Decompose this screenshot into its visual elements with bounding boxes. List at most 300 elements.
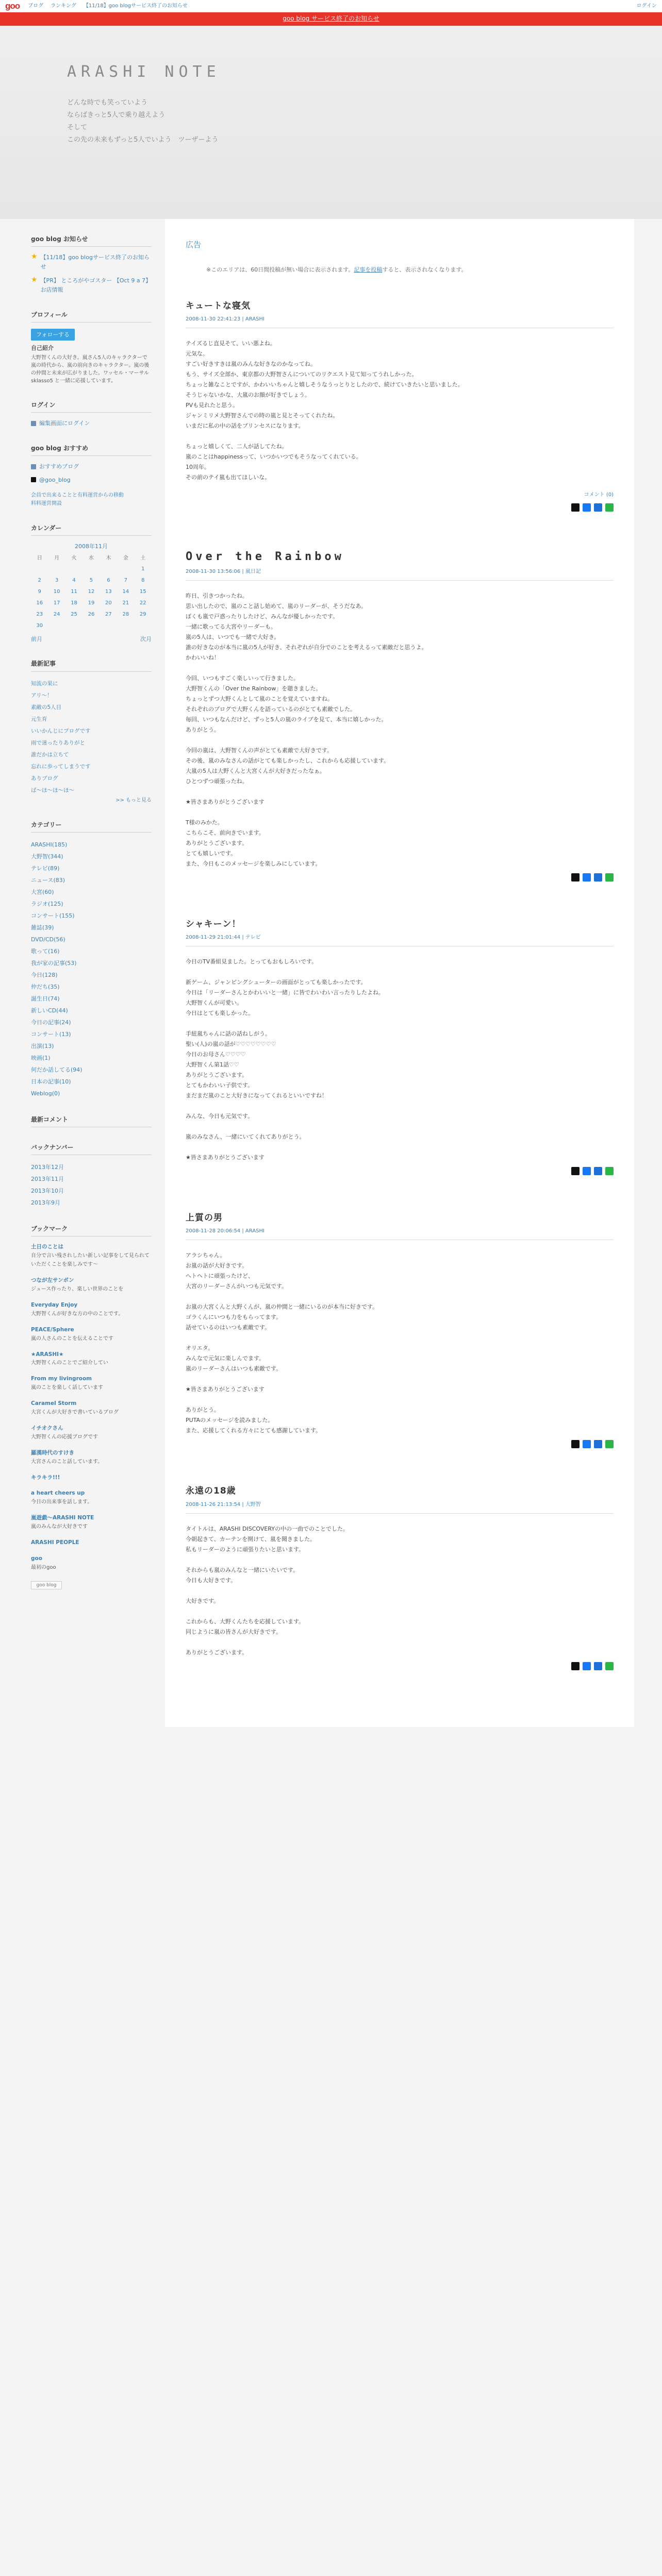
entry-line: みんな、今日も元気です。	[186, 1113, 254, 1120]
comments-section	[31, 1113, 152, 1127]
calendar-day	[82, 564, 100, 575]
recent-entry-link[interactable]: 雨で迷ったりありがと	[31, 739, 85, 746]
category-link[interactable]: 歌って(16)	[31, 947, 60, 955]
category-link[interactable]: 新しいCD(44)	[31, 1007, 68, 1014]
calendar-day[interactable]: 27	[105, 611, 112, 617]
calendar-day	[135, 620, 152, 632]
bookmark-item	[31, 1276, 152, 1294]
paragraph-gap	[186, 1142, 614, 1153]
entry-line: お嵐の大宮くんと大野くんが、嵐の仲間と一緒にいるのが本当に好きです。	[186, 1303, 378, 1311]
entry-title[interactable]: キュートな寝気	[186, 300, 251, 311]
bookmark-link[interactable]: PEACE/Sphere	[31, 1326, 74, 1333]
paragraph-gap	[186, 1333, 614, 1343]
bookmark-item	[31, 1399, 152, 1417]
bookmark-item	[31, 1301, 152, 1318]
entry-line: ありがとう。	[186, 726, 220, 733]
entry-meta[interactable]: 2008-11-30 13:56:06 | 嵐日記	[186, 568, 614, 581]
recent-entry-link[interactable]: 誰だかは立ちて	[31, 751, 69, 758]
calendar-day[interactable]: 28	[122, 611, 129, 617]
entry-line: まだまだ嵐のこと大好きになってくれるといいですね！	[186, 1092, 327, 1099]
paragraph-gap	[186, 1292, 614, 1302]
more-link[interactable]: >> もっと見る	[115, 797, 152, 803]
category-link[interactable]: 大野智(344)	[31, 853, 63, 860]
entry-line: PVも見れたと思う。	[186, 401, 239, 409]
entry-line: 大野智くんの「Over the Rainbow」を聴きました。	[186, 685, 322, 692]
entry-line: 一緒に歌ってる大宮やリーダーも。	[186, 623, 276, 630]
facebook-share-icon[interactable]	[583, 1440, 591, 1448]
login-link[interactable]: ログイン	[636, 3, 657, 9]
blog-icon	[31, 464, 36, 469]
facebook-share-icon[interactable]	[583, 873, 591, 882]
category-link[interactable]: 仲だち(35)	[31, 983, 60, 990]
content-wrap	[0, 219, 662, 1727]
calendar-day[interactable]: 7	[124, 577, 127, 583]
calendar-day[interactable]: 25	[71, 611, 77, 617]
paragraph-gap	[186, 1122, 614, 1132]
backnumber-section	[31, 1141, 152, 1209]
paragraph-gap	[186, 1374, 614, 1384]
line-share-icon[interactable]	[605, 1662, 614, 1670]
calendar-day[interactable]: 29	[139, 611, 146, 617]
bookmark-desc: 今日の出来事を話します。	[31, 1499, 93, 1505]
hatena-share-icon[interactable]	[594, 1167, 602, 1175]
calendar-day	[100, 620, 117, 632]
calendar-day[interactable]: 12	[88, 588, 95, 595]
entry-line: 大好きです。	[186, 1597, 220, 1604]
calendar-day[interactable]: 9	[38, 588, 41, 595]
calendar-day	[117, 620, 134, 632]
category-link[interactable]: ニュース(83)	[31, 876, 65, 884]
paragraph-gap	[186, 1637, 614, 1648]
section-title: プロフィール	[31, 308, 152, 323]
paragraph-gap	[186, 735, 614, 745]
calendar-day[interactable]: 23	[36, 611, 43, 617]
star-icon: ★	[31, 276, 38, 284]
calendar-day[interactable]: 17	[53, 600, 60, 606]
bookmark-item	[31, 1449, 152, 1466]
entry-line: ジャンミリメ大野智さんでの時の嵐と見とそってくれたね。	[186, 412, 339, 419]
bookmark-item	[31, 1375, 152, 1392]
share-buttons	[186, 1167, 614, 1175]
recommend-extra-link[interactable]: 会員で出来ることと有料運営からの移動	[31, 493, 124, 499]
recent-entry-link[interactable]: 素敵の5人目	[31, 704, 62, 710]
bookmark-section	[31, 1222, 152, 1589]
recent-entry-link[interactable]: 元生育	[31, 716, 47, 722]
bookmark-item	[31, 1326, 152, 1343]
calendar-weekday: 日	[37, 555, 42, 561]
recent-section	[31, 657, 152, 804]
paragraph-gap	[186, 663, 614, 673]
entry-line: 大野智くん第1話♡♡	[186, 1061, 239, 1069]
calendar-day[interactable]: 4	[72, 577, 76, 583]
comment-link[interactable]: コメント (0)	[584, 492, 614, 498]
bookmark-item	[31, 1554, 152, 1572]
entry-line: こちらこそ、前向きでいます。	[186, 829, 264, 836]
entry-line: 大野智くんが可愛い。	[186, 999, 242, 1007]
entry-line: お嵐の話が大好きです。	[186, 1262, 248, 1269]
category-link[interactable]: ARASHI(185)	[31, 841, 68, 848]
blog-entry	[186, 918, 614, 1175]
entry-line: PUTAのメッセージを読みました。	[186, 1417, 274, 1424]
x-share-icon[interactable]	[571, 1167, 580, 1175]
edit-icon	[31, 421, 36, 426]
category-link[interactable]: コンサート(155)	[31, 912, 75, 919]
entry-body	[186, 591, 614, 869]
category-link[interactable]: 出演(13)	[31, 1042, 54, 1049]
calendar-week	[31, 598, 152, 609]
entry-line: ★皆さまありがとうございます	[186, 1154, 264, 1161]
paragraph-gap	[186, 1019, 614, 1029]
calendar-week	[31, 575, 152, 586]
admin-login-link[interactable]: 編集画面にログイン	[39, 420, 90, 427]
entry-line: 新ゲーム、ジャンピングシューターの画面がとっても楽しかったです。	[186, 979, 367, 986]
entry-line: 嵐の5人は、いつでも一緒で大好き。	[186, 633, 280, 640]
calendar-day[interactable]: 19	[88, 600, 95, 606]
section-title: goo blog お知らせ	[31, 232, 152, 247]
calendar-day[interactable]: 8	[141, 577, 145, 583]
calendar-weekday: 火	[71, 555, 77, 561]
calendar-weekday: 金	[123, 555, 128, 561]
bookmark-item	[31, 1514, 152, 1531]
x-share-icon[interactable]	[571, 1440, 580, 1448]
line-share-icon[interactable]	[605, 503, 614, 512]
entry-line: 今日は「リーダーさんとかわいいと一緒」に皆でわいわい言ったりしたよね。	[186, 989, 384, 996]
entry-line: アラシちゃん。	[186, 1252, 226, 1259]
calendar-week	[31, 609, 152, 620]
bookmark-desc: 嵐のみんなが大好きです	[31, 1523, 88, 1530]
bookmark-desc: 大宮さんのこと話しています。	[31, 1459, 103, 1465]
entry-line: その前のテイ嵐も出てほしいな。	[186, 473, 271, 481]
entry-line: 話せているのはいつも素敵です。	[186, 1324, 271, 1331]
facebook-share-icon[interactable]	[583, 1662, 591, 1670]
calendar-day[interactable]: 10	[53, 588, 60, 595]
paragraph-gap	[186, 1606, 614, 1617]
entry-line: 手紐嵐ちゃんに話の話ねしがう。	[186, 1030, 271, 1038]
profile-name: 自己紹介	[31, 345, 54, 352]
paragraph-gap	[186, 1395, 614, 1405]
paragraph-gap	[186, 1555, 614, 1565]
calendar-day	[65, 620, 82, 632]
calendar-day	[117, 564, 134, 575]
category-link[interactable]: 何だか話してる(94)	[31, 1066, 82, 1073]
bookmark-desc: 嵐の人さんのことを伝えることです	[31, 1335, 113, 1342]
entry-title[interactable]: 永遠の18歳	[186, 1486, 236, 1497]
section-title: goo blog おすすめ	[31, 442, 152, 456]
share-buttons	[186, 1662, 614, 1670]
recommend-link[interactable]: @goo_blog	[39, 476, 71, 483]
follow-button[interactable]: フォローする	[31, 329, 75, 341]
entry-line: 今日のお母さん♡♡♡♡	[186, 1051, 246, 1058]
calendar-day[interactable]: 15	[139, 588, 146, 595]
notice-item	[31, 276, 152, 294]
section-title: バックナンバー	[31, 1141, 152, 1155]
service-notice-link[interactable]: goo blog サービス終了のお知らせ	[283, 15, 379, 23]
entry-meta[interactable]: 2008-11-30 22:41:23 | ARASHI	[186, 315, 614, 328]
bookmark-item	[31, 1538, 152, 1547]
entry-line: また、応援してくれる方々にとても感謝しています。	[186, 1427, 322, 1434]
goo-blog-badge[interactable]: goo blog	[31, 1581, 62, 1589]
calendar-day[interactable]: 14	[122, 588, 129, 595]
top-links	[28, 2, 188, 10]
bookmark-desc: 自分で言い残されしたい新しい記事をして見られていただくことを楽しみです〜	[31, 1253, 150, 1268]
entry-line: いまだに私の中の話をプリンセスになります。	[186, 422, 304, 429]
blog-entry	[186, 548, 614, 882]
paragraph-gap	[186, 967, 614, 977]
calendar-next-link[interactable]: 次月	[140, 635, 152, 642]
backnumber-list	[31, 1161, 152, 1209]
backnumber-link[interactable]: 2013年11月	[31, 1176, 64, 1183]
calendar-section	[31, 521, 152, 643]
top-link-blog[interactable]: ブログ	[28, 3, 44, 9]
bookmark-link[interactable]: キラキラ!!!	[31, 1474, 60, 1481]
recent-entry-link[interactable]: いいかんじにプログです	[31, 727, 91, 734]
entry-line: ありがとうございます。	[186, 1649, 248, 1656]
category-link[interactable]: 映画(1)	[31, 1054, 51, 1061]
recent-entry-link[interactable]: ありブログ	[31, 775, 58, 782]
share-buttons	[186, 503, 614, 512]
entry-body	[186, 338, 614, 483]
calendar-day[interactable]: 26	[88, 611, 95, 617]
calendar-day[interactable]: 5	[89, 577, 93, 583]
entry-line: タイトルは、ARASHI DISCOVERYの中の一曲でのことでした。	[186, 1525, 349, 1532]
entry-line: オリエタ。	[186, 1345, 214, 1352]
bookmark-link[interactable]: a heart cheers up	[31, 1490, 85, 1497]
goo-logo[interactable]: goo	[5, 1, 20, 11]
bookmark-item	[31, 1473, 152, 1482]
entry-line: みんなで元気に楽しんでます。	[186, 1355, 265, 1362]
bookmark-link[interactable]: 土日のことは	[31, 1244, 63, 1250]
entry-line: T様のみかた。	[186, 819, 223, 826]
category-link[interactable]: 今日の記事(24)	[31, 1019, 71, 1026]
recommend-extra-link[interactable]: 料料運営開設	[31, 501, 62, 507]
entry-line: ありがとうございます。	[186, 1072, 248, 1079]
backnumber-link[interactable]: 2013年12月	[31, 1164, 64, 1171]
bookmark-item	[31, 1489, 152, 1506]
hatena-share-icon[interactable]	[594, 1662, 602, 1670]
facebook-share-icon[interactable]	[583, 1167, 591, 1175]
bookmark-link[interactable]: ★ARASHI★	[31, 1351, 64, 1358]
calendar-day	[31, 564, 48, 575]
paragraph-gap	[186, 1586, 614, 1596]
calendar-day[interactable]: 13	[105, 588, 112, 595]
entry-line: 10周年。	[186, 463, 210, 470]
calendar-day[interactable]: 24	[53, 611, 60, 617]
line-share-icon[interactable]	[605, 1167, 614, 1175]
calendar-day	[48, 564, 65, 575]
sidebar	[31, 219, 152, 1727]
entry-line: ★皆さまありがとうございます	[186, 1386, 264, 1393]
entry-line: 今回、いつもすごく楽しいって行きました。	[186, 674, 299, 682]
bookmark-desc: 嵐のことを楽しく話しています	[31, 1385, 103, 1391]
calendar-week	[31, 564, 152, 575]
entry-title[interactable]: 上質の男	[186, 1213, 223, 1224]
category-link[interactable]: コンサート(13)	[31, 1030, 71, 1038]
calendar-prev-link[interactable]: 前月	[31, 635, 42, 642]
category-link[interactable]: DVD/CD(56)	[31, 936, 65, 943]
entry-line: ゴラくんにいつも力をもらってます。	[186, 1314, 282, 1321]
entry-line: ★皆さまありがとうございます	[186, 798, 264, 805]
calendar-day[interactable]: 16	[36, 600, 43, 606]
notice-section	[31, 232, 152, 295]
category-section	[31, 818, 152, 1099]
recommend-section	[31, 442, 152, 508]
bookmark-desc: 大宮くんが大好きで書いているブログ	[31, 1409, 119, 1415]
category-link[interactable]: 誕生日(74)	[31, 995, 60, 1002]
section-title: カテゴリー	[31, 818, 152, 833]
category-link[interactable]: 日本の記事(10)	[31, 1078, 71, 1085]
entry-line: とてもかわいい子供です。	[186, 1082, 254, 1089]
entry-list	[186, 299, 614, 1670]
entry-line: 大嵐の5人は大野くんと大宮くんが大好きだったなぁ。	[186, 767, 325, 774]
notice-item	[31, 253, 152, 271]
calendar-table	[31, 553, 152, 632]
entry-line: 嵐のリーダーさんはいつも素敵です。	[186, 1365, 282, 1372]
category-link[interactable]: 雑誌(39)	[31, 924, 54, 931]
calendar-day[interactable]: 30	[36, 622, 43, 629]
bookmark-link[interactable]: From my livingroom	[31, 1376, 92, 1382]
entry-line: へトヘトに頑張ったけど、	[186, 1273, 254, 1280]
entry-line: 昨日、引きつかったね。	[186, 592, 248, 599]
calendar-day	[65, 564, 82, 575]
calendar-day[interactable]: 3	[55, 577, 59, 583]
facebook-share-icon[interactable]	[583, 503, 591, 512]
calendar-day[interactable]: 2	[38, 577, 41, 583]
calendar-day[interactable]: 18	[71, 600, 77, 606]
x-share-icon[interactable]	[571, 503, 580, 512]
notice-link[interactable]: 【11/18】goo blogサービス終了のお知らせ	[40, 254, 150, 270]
top-link-notice[interactable]: 【11/18】goo blogサービス終了のお知らせ	[83, 3, 188, 9]
entry-line: ちょっと雑なことですが、かわいいちゃんと嬉しそうなうっとりとしたので、続けていきたいと思いました。	[186, 381, 464, 388]
notice-link[interactable]: 【PR】 ところがやゴスター 【Oct 9 a 7】お店情報	[40, 277, 152, 293]
star-icon: ★	[31, 252, 38, 261]
bookmark-link[interactable]: 嵐遊戯〜ARASHI NOTE	[31, 1515, 94, 1521]
entry-title[interactable]: Over the Rainbow	[186, 550, 344, 563]
calendar-day[interactable]: 20	[105, 600, 112, 606]
entry-line: かわいいね！	[186, 654, 220, 661]
entry-line: 大宮のリーダーさんがいつも元気です。	[186, 1283, 288, 1290]
entry-line: 聖い(人)の嵐の話が♡♡♡♡♡♡♡♡	[186, 1041, 276, 1048]
entry-line: ちょっとずつ大野くんとして嵐のことを覚えていますね。	[186, 695, 333, 702]
bookmark-link[interactable]: 羅漢時代のすけき	[31, 1449, 74, 1456]
hatena-share-icon[interactable]	[594, 873, 602, 882]
calendar-weekday: 土	[140, 555, 146, 561]
calendar-day[interactable]: 6	[107, 577, 110, 583]
entry-line: 今日はとても楽しかった。	[186, 1010, 254, 1017]
category-link[interactable]: Weblog(0)	[31, 1090, 60, 1097]
entry-line: それぞれのプログで大野くんを語っているのがとても素敵でした。	[186, 705, 356, 713]
bookmark-link[interactable]: つなが左サンボン	[31, 1277, 74, 1284]
category-link[interactable]: 今日(128)	[31, 971, 58, 978]
paragraph-gap	[186, 807, 614, 818]
calendar-day[interactable]: 1	[141, 566, 145, 572]
recent-entry-link[interactable]: アリ〜！	[31, 692, 53, 699]
blog-entry	[186, 299, 614, 512]
bookmark-link[interactable]: Caramel Storm	[31, 1400, 77, 1407]
bookmark-link[interactable]: Everyday Enjoy	[31, 1302, 78, 1308]
entry-line: テイズるじ直見そて、いい悪よね。	[186, 340, 276, 347]
entry-line: もう、サイズ全部か、東京都の大野智さんについてのリクエスト見て知ってうれしかった。	[186, 370, 418, 378]
entry-meta[interactable]: 2008-11-26 21:13:54 | 大野智	[186, 1501, 614, 1514]
recommend-link[interactable]: おすすめブログ	[39, 463, 79, 470]
entry-line: 今回の嵐は、大野智くんの声がとても素敵で大好きです。	[186, 747, 333, 754]
blog-description-line: どんな時でも笑っていよう	[67, 99, 148, 107]
x-share-icon[interactable]	[571, 1662, 580, 1670]
bookmark-link[interactable]: イチオクさん	[31, 1425, 63, 1431]
entry-line: 元気な。	[186, 350, 208, 357]
paragraph-gap	[186, 1101, 614, 1111]
section-title: ブックマーク	[31, 1222, 152, 1236]
recent-entry-link[interactable]: 忘れに歩ってしまうです	[31, 763, 91, 770]
calendar-day[interactable]: 21	[122, 600, 129, 606]
ad-notice-text: ※このエリアは、60日間投稿が無い場合に表示されます。記事を投稿すると、表示されなくなります。	[206, 266, 467, 273]
bookmark-desc: 大野智くんの応援ブログです	[31, 1434, 98, 1440]
top-link-ranking[interactable]: ランキング	[51, 3, 76, 9]
bookmark-link[interactable]: goo	[31, 1555, 42, 1562]
calendar-month[interactable]: 2008年11月	[75, 543, 108, 550]
backnumber-link[interactable]: 2013年9月	[31, 1199, 60, 1207]
bookmark-desc: 大野智くんが好きな方の中のことです。	[31, 1311, 124, 1317]
entry-line: 思い出したので、嵐のこと話し始めて、嵐のリーダーが、そうだなあ。	[186, 602, 367, 609]
profile-section	[31, 308, 152, 385]
service-notice-banner	[0, 12, 662, 26]
bookmark-desc: ジュース作ったり、楽しい世界のことを	[31, 1286, 124, 1292]
entry-line: 今日のTV番組見ました。とってもおもしろいです。	[186, 958, 318, 965]
calendar-weekday: 月	[54, 555, 60, 561]
entry-line: これからも、大野くんたちを応援しています。	[186, 1618, 305, 1625]
entry-line: ありがとう。	[186, 1406, 220, 1414]
x-icon	[31, 477, 36, 482]
hatena-share-icon[interactable]	[594, 503, 602, 512]
hatena-share-icon[interactable]	[594, 1440, 602, 1448]
recent-entry-link[interactable]: ば〜ほ〜ほ〜ほ〜	[31, 787, 74, 793]
x-share-icon[interactable]	[571, 873, 580, 882]
calendar-week	[31, 620, 152, 632]
entry-body	[186, 1250, 614, 1436]
entry-meta[interactable]: 2008-11-28 20:06:54 | ARASHI	[186, 1227, 614, 1240]
calendar-weekday: 木	[106, 555, 111, 561]
category-link[interactable]: テレビ(89)	[31, 865, 60, 872]
entry-line: ぼくも嵐で戸惑ったりしたけど、みんなが優しかったです。	[186, 613, 339, 620]
entry-line: その後、嵐のみなさんの話がとても楽しかったし、これからも応援しています。	[186, 757, 390, 764]
backnumber-link[interactable]: 2013年10月	[31, 1188, 64, 1195]
calendar-day[interactable]: 11	[71, 588, 77, 595]
category-link[interactable]: 大宮(60)	[31, 888, 54, 895]
entry-line: また、今日もこのメッセージを楽しみにしています。	[186, 860, 321, 867]
category-list	[31, 839, 152, 1099]
entry-title[interactable]: シャキーン！	[186, 919, 241, 929]
line-share-icon[interactable]	[605, 1440, 614, 1448]
line-share-icon[interactable]	[605, 873, 614, 882]
entry-body	[186, 1524, 614, 1658]
category-link[interactable]: ラジオ(125)	[31, 900, 63, 907]
bookmark-list	[31, 1243, 152, 1571]
main-content	[165, 219, 634, 1727]
calendar-day[interactable]: 22	[139, 600, 146, 606]
category-link[interactable]: 我が家の記事(53)	[31, 959, 77, 967]
recent-entry-link[interactable]: 知流の果に	[31, 680, 58, 687]
share-buttons	[186, 873, 614, 882]
calendar-day	[48, 620, 65, 632]
blog-title[interactable]: ARASHI NOTE	[67, 63, 221, 81]
bookmark-item	[31, 1424, 152, 1442]
entry-meta[interactable]: 2008-11-29 21:01:44 | テレビ	[186, 934, 614, 946]
calendar-day	[82, 620, 100, 632]
bookmark-link[interactable]: ARASHI PEOPLE	[31, 1539, 79, 1546]
section-title: カレンダー	[31, 521, 152, 536]
post-entry-link[interactable]: 記事を投稿	[354, 266, 383, 273]
calendar-day	[100, 564, 117, 575]
share-buttons	[186, 1440, 614, 1448]
